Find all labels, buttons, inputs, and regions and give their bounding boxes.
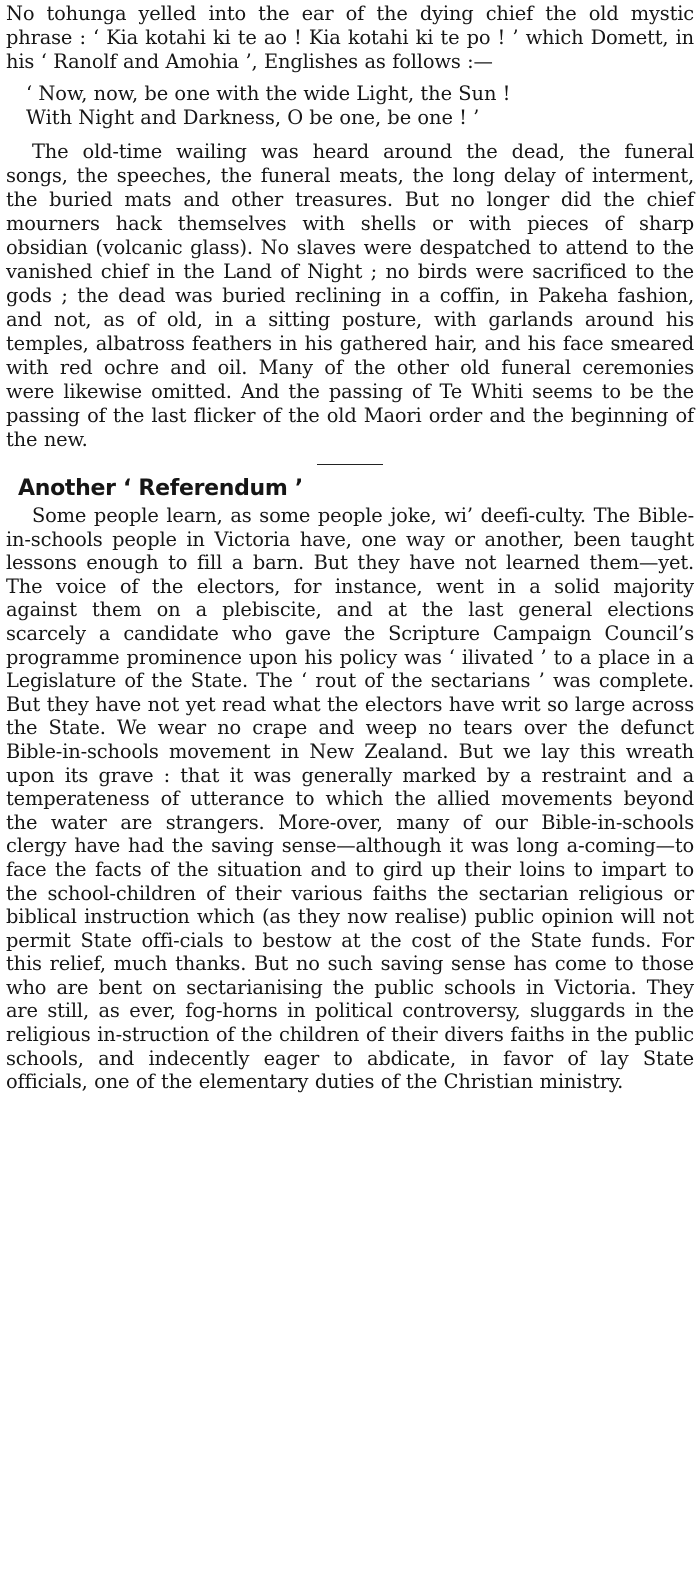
section-divider bbox=[317, 464, 383, 465]
paragraph-intro: No tohunga yelled into the ear of the dying chief the old mystic phrase : ‘ Kia kotahi ki te ao ! Kia kotahi ki te po ! ’ which Domett, in his ‘ Ranolf and Amohia ’, Englishes as follows :— bbox=[6, 2, 694, 73]
paragraph-referendum: Some people learn, as some people joke, wi’ deefi-culty. The Bible-in-schools people in Victoria have, one way or another, been taught lessons enough to fill a barn. But they have not learned them—yet. The voice of the electors, for instance, went in a solid majority against them on a plebiscite, and at the last general elections scarcely a candidate who gave the Scripture Campaign Council’s programme prominence upon his policy was ‘ ilivated ’ to a place in a Legislature of the State. The ‘ rout of the sectarians ’ was complete. But they have not yet read what the electors have writ so large across the State. We wear no crape and weep no tears over the defunct Bible-in-schools movement in New Zealand. But we lay this wreath upon its grave : that it was generally marked by a restraint and a temperateness of utterance to which the allied movements beyond the water are strangers. More-over, many of our Bible-in-schools clergy have had the saving sense—although it was long a-coming—to face the facts of the situation and to gird up their loins to impart to the school-children of their various faiths the sectarian religious or biblical instruction which (as they now realise) public opinion will not permit State offi-cials to bestow at the cost of the State funds. For this relief, much thanks. But no such saving sense has come to those who are bent on sectarianising the public schools in Victoria. They are still, as ever, fog-horns in political controversy, sluggards in the religious in-struction of the children of their divers faiths in the public schools, and indecently eager to abdicate, in favor of lay State officials, one of the elementary duties of the Christian ministry. bbox=[6, 504, 694, 1094]
block-quote bbox=[6, 82, 694, 130]
newspaper-column bbox=[6, 0, 694, 1094]
paragraph-funeral: The old-time wailing was heard around the dead, the funeral songs, the speeches, the funeral meats, the long delay of interment, the buried mats and other treasures. But no longer did the chief mourners hack themselves with shells or with pieces of sharp obsidian (volcanic glass). No slaves were despatched to attend to the vanished chief in the Land of Night ; no birds were sacrificed to the gods ; the dead was buried reclining in a coffin, in Pakeha fashion, and not, as of old, in a sitting posture, with garlands around his temples, albatross feathers in his gathered hair, and his face smeared with red ochre and oil. Many of the other old funeral ceremonies were likewise omitted. And the passing of Te Whiti seems to be the passing of the last flicker of the old Maori order and the beginning of the new. bbox=[6, 140, 694, 451]
section-heading: Another ‘ Referendum ’ bbox=[18, 476, 303, 501]
quote-line-2: With Night and Darkness, O be one, be one ! ’ bbox=[26, 106, 480, 129]
quote-line-1: ‘ Now, now, be one with the wide Light, the Sun ! bbox=[26, 82, 511, 105]
